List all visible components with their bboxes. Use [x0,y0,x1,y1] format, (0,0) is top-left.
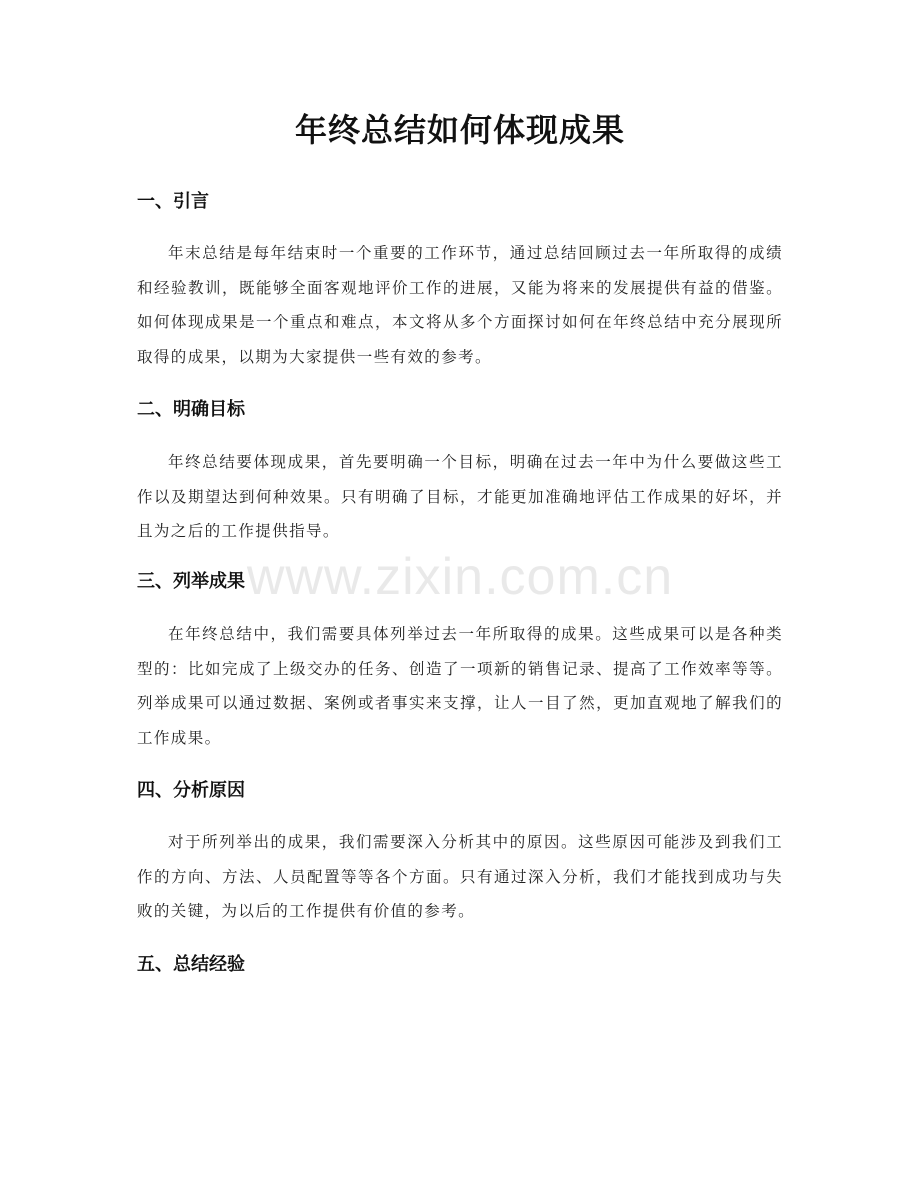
section-paragraph-list-achievements: 在年终总结中，我们需要具体列举过去一年所取得的成果。这些成果可以是各种类型的：比如完成了上级交办的任务、创造了一项新的销售记录、提高了工作效率等等。列举成果可以通过数据、案例或者事实来支撑，让人一目了然，更加直观地了解我们的工作成果。 [137,625,783,747]
section-paragraph-clear-goals: 年终总结要体现成果，首先要明确一个目标，明确在过去一年中为什么要做这些工作以及期望达到何种效果。只有明确了目标，才能更加准确地评估工作成果的好坏，并且为之后的工作提供指导。 [137,453,783,540]
section-heading-clear-goals: 二、明确目标 [137,399,245,420]
watermark: www.zixin.com.cn [246,548,674,606]
section-heading-list-achievements: 三、列举成果 [137,571,245,592]
section-heading-introduction: 一、引言 [137,191,209,212]
document-title: 年终总结如何体现成果 [294,111,625,149]
section-paragraph-analyze-reasons: 对于所列举出的成果，我们需要深入分析其中的原因。这些原因可能涉及到我们工作的方向、方法、人员配置等等各个方面。只有通过深入分析，我们才能找到成功与失败的关键，为以后的工作提供有价值的参考。 [137,833,783,920]
section-paragraph-introduction: 年末总结是每年结束时一个重要的工作环节，通过总结回顾过去一年所取得的成绩和经验教训，既能够全面客观地评价工作的进展，又能为将来的发展提供有益的借鉴。如何体现成果是一个重点和难点，本文将从多个方面探讨如何在年终总结中充分展现所取得的成果，以期为大家提供一些有效的参考。 [137,244,783,366]
section-heading-summarize-experience: 五、总结经验 [137,954,245,975]
section-heading-analyze-reasons: 四、分析原因 [137,780,245,801]
